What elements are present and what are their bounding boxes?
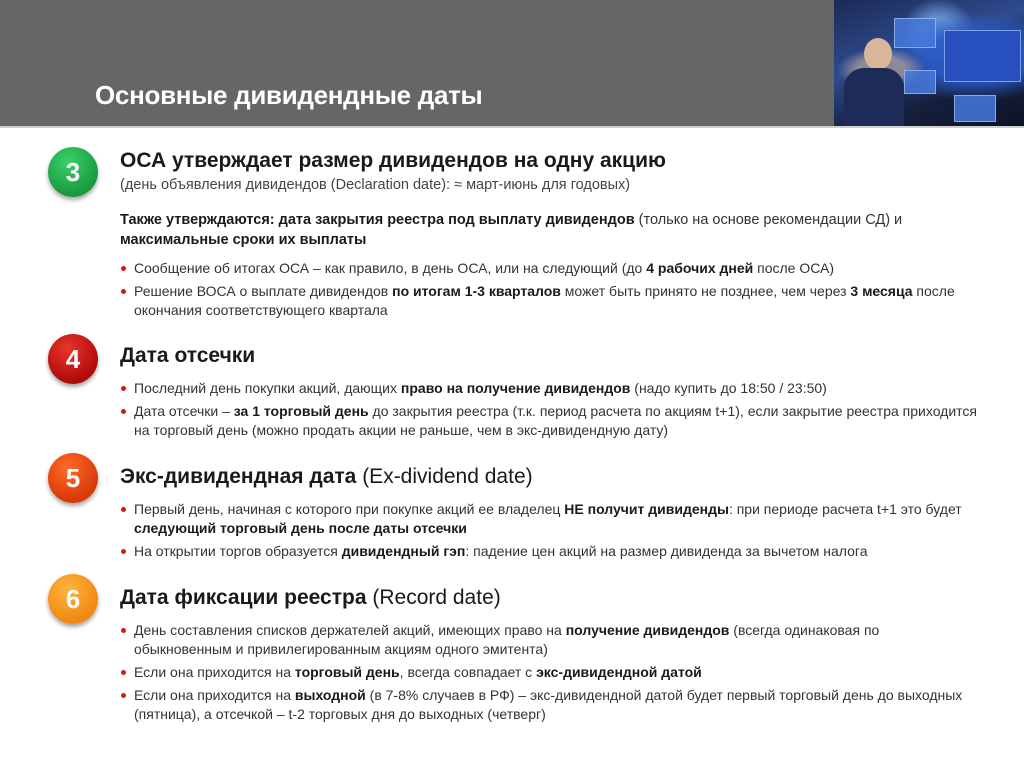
list-item: Если она приходится на торговый день, всегда совпадает с экс-дивидендной датой (120, 663, 980, 682)
list-item: Первый день, начиная с которого при покупке акций ее владелец НЕ получит дивиденды: при периоде расчета t+1 это будет следующий торговый день после даты отсечки (120, 500, 980, 538)
list-item: Последний день покупки акций, дающих право на получение дивидендов (надо купить до 18:50 / 23:50) (120, 379, 980, 398)
section-subtitle: (день объявления дивидендов (Declaration date): ≈ март-июнь для годовых) (120, 177, 631, 193)
header-divider (0, 126, 1024, 128)
list-item: День составления списков держателей акций, имеющих право на получение дивидендов (всегда одинаковая по обыкновенным и привилегированным акциям одного эмитента) (120, 621, 980, 659)
list-item: Дата отсечки – за 1 торговый день до закрытия реестра (т.к. период расчета по акциям t+1), если закрытие реестра приходится на торговый день (можно продать акции не раньше, чем в экс-дивидендную дату) (120, 402, 980, 440)
stock-exchange-photo (834, 0, 1024, 126)
bold-text: Также утверждаются: дата закрытия реестра под выплату дивидендов (120, 212, 635, 228)
step-badge-5: 5 (48, 453, 98, 503)
bullet-list (120, 621, 980, 728)
section-title: Экс-дивидендная дата (Ex-dividend date) (120, 465, 533, 488)
section-title: Дата фиксации реестра (Record date) (120, 586, 501, 609)
bold-text: максимальные сроки их выплаты (120, 232, 367, 248)
step-badge-4: 4 (48, 334, 98, 384)
step-badge-6: 6 (48, 574, 98, 624)
bullet-list (120, 259, 980, 324)
section-title: Дата отсечки (120, 344, 256, 367)
bullet-list (120, 379, 980, 444)
list-item: Решение ВОСА о выплате дивидендов по итогам 1-3 кварталов может быть принято не позднее, чем через 3 месяца после окончания соответствующего квартала (120, 282, 980, 320)
bullet-list (120, 500, 980, 565)
list-item: Сообщение об итогах ОСА – как правило, в день ОСА, или на следующий (до 4 рабочих дней после ОСА) (120, 259, 980, 278)
section-title: ОСА утверждает размер дивидендов на одну акцию (120, 149, 666, 172)
slide-header (0, 0, 1024, 126)
section-paragraph: Также утверждаются: дата закрытия реестра под выплату дивидендов (только на основе рекомендации СД) и максимальные сроки их выплаты (120, 212, 903, 248)
step-badge-3: 3 (48, 147, 98, 197)
list-item: На открытии торгов образуется дивидендный гэп: падение цен акций на размер дивиденда за вычетом налога (120, 542, 980, 561)
slide-title: Основные дивидендные даты (95, 80, 483, 110)
list-item: Если она приходится на выходной (в 7-8% случаев в РФ) – экс-дивидендной датой будет первый торговый день до выходных (пятница), а отсечкой – t-2 торговых дня до выходных (четверг) (120, 686, 980, 724)
